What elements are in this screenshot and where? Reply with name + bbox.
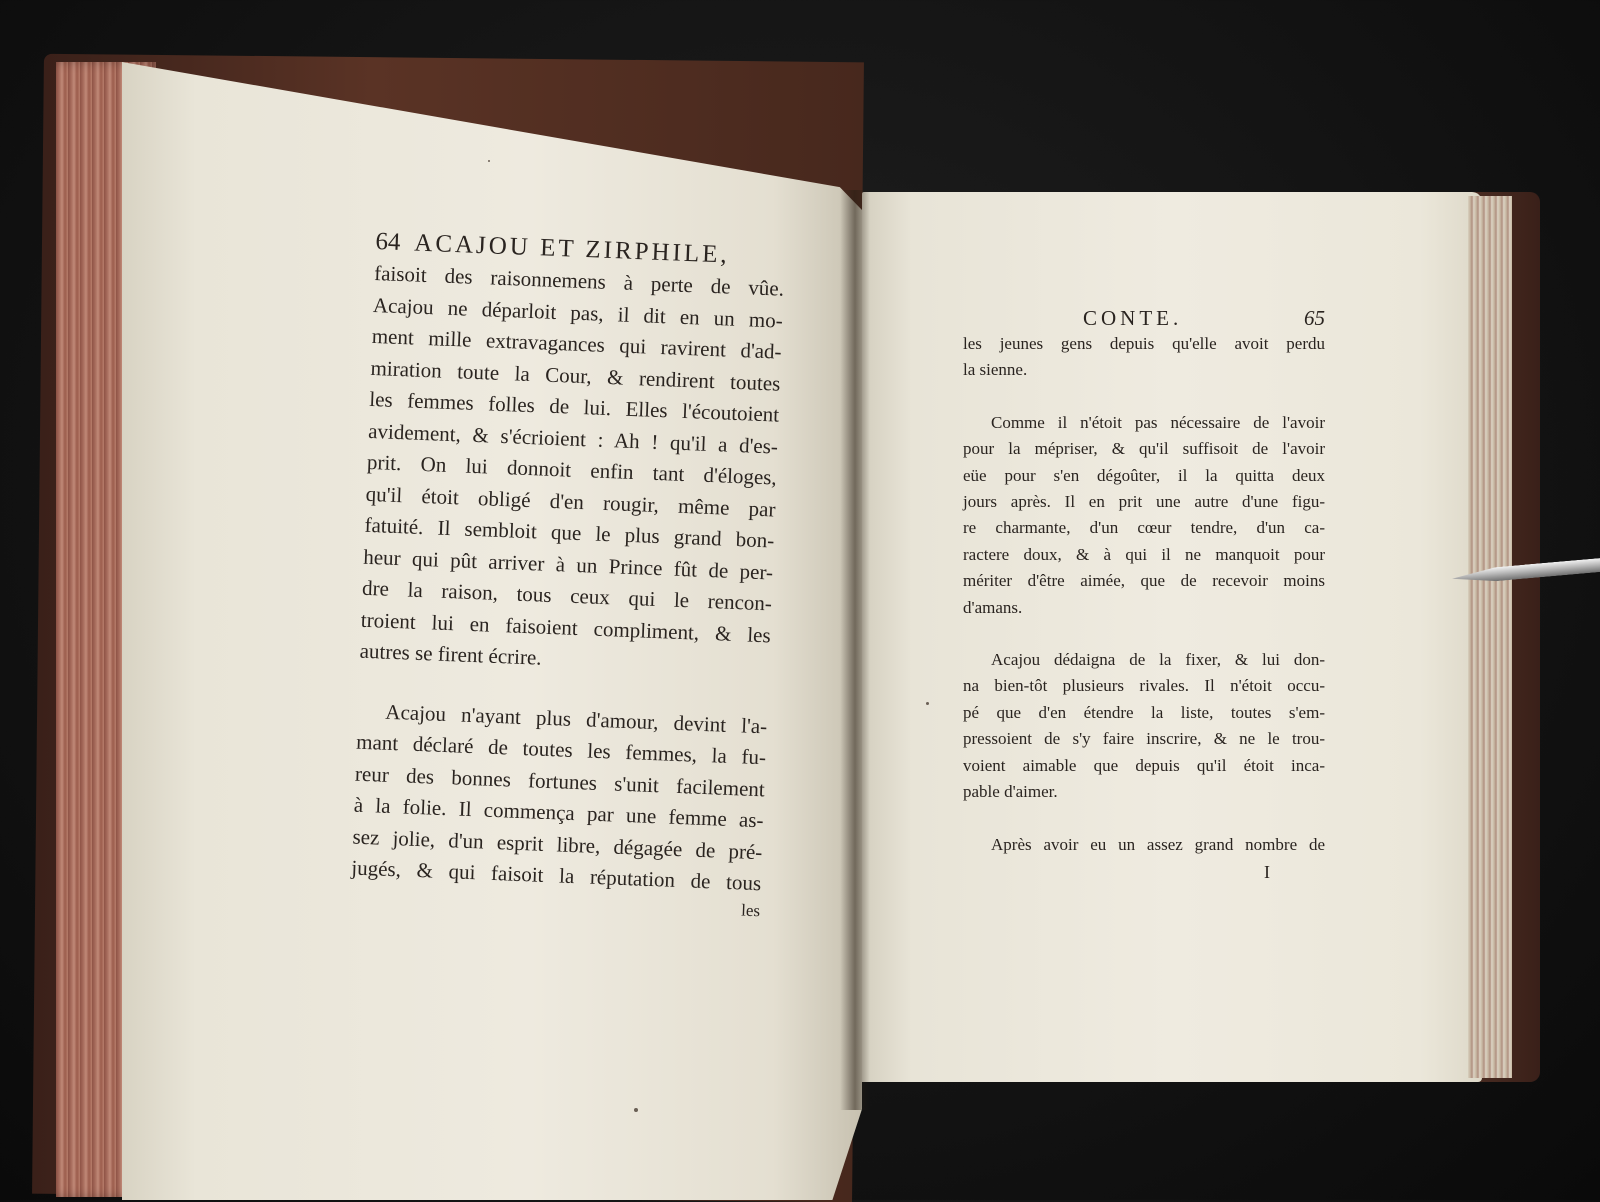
text-line: qu'il étoit obligé d'en rougir, même par [365,481,776,522]
left-page-text [350,228,786,922]
text-line: troient lui en faisoient compliment, & les [360,607,772,647]
right-paragraph-4 [963,832,1325,858]
text-line: d'amans. [963,597,1023,617]
text-line: fatuité. Il sembloit que le plus grand bon- [364,512,775,553]
text-line: heur qui pût arriver à un Prince fût de per- [362,544,774,584]
text-line: ractere doux, & à qui il ne manquoit pour [963,544,1325,564]
text-line: pé que d'en étendre la liste, toutes s'em- [963,702,1325,722]
text-line: mériter d'être aimée, que de recevoir moins [963,571,1325,591]
text-line: pour la mépriser, & qu'il suffisoit de l'avoir [963,439,1325,459]
text-line: reur des bonnes fortunes s'unit facilement [354,761,766,801]
text-line: na bien-tôt plusieurs rivales. Il n'étoit occu- [963,676,1325,696]
text-line: re charmante, d'un cœur tendre, d'un ca- [963,518,1325,538]
text-line: Acajou n'ayant plus d'amour, devint l'a- [384,699,768,738]
text-line: voient aimable que depuis qu'il étoit inca- [963,755,1325,775]
text-line: dre la raison, tous ceux qui le rencon- [361,575,773,616]
left-running-title: ACAJOU ET ZIRPHILE, [413,229,731,269]
paper-speck [488,160,490,162]
text-line: la sienne. [963,360,1028,380]
text-line: autres se firent écrire. [359,638,542,670]
right-paragraph-2 [963,410,1325,621]
paper-speck [634,1108,638,1112]
text-line: eüe pour s'en dégoûter, il la quitta deux [963,465,1325,485]
text-line: pable d'aimer. [963,782,1058,802]
right-running-title: CONTE. [1083,306,1183,330]
text-line: Acajou ne déparloit pas, il dit en un mo- [372,292,784,333]
text-line: les jeunes gens depuis qu'elle avoit perdu [963,334,1325,353]
book-gutter [840,190,870,1110]
text-line: jugés, & qui faisoit la réputation de tous [350,855,762,896]
text-line: à la folie. Il commença par une femme as- [353,792,765,833]
text-line: Acajou dédaigna de la fixer, & lui don- [991,650,1325,670]
text-line: miration toute la Cour, & rendirent toutes [370,355,781,396]
left-page-number: 64 [374,228,401,256]
left-catchword: les [740,900,761,920]
text-line: sez jolie, d'un esprit libre, dégagée de pré- [352,824,763,864]
text-line: jours après. Il en prit une autre d'une figu- [963,492,1325,512]
left-paragraph-2 [351,695,768,900]
text-line: pressoient de s'y faire inscrire, & ne le trou- [963,729,1325,749]
left-paragraph-1 [359,258,784,683]
text-line: Après avoir eu un assez grand nombre de [991,834,1325,854]
right-page-text [963,306,1325,883]
paper-speck [926,702,929,705]
text-line: faisoit des raisonnemens à perte de vûe. [373,260,785,301]
right-page-header [963,306,1325,331]
right-page-number: 65 [1304,306,1325,330]
right-page-edges [1468,196,1512,1078]
text-line: prit. On lui donnoit enfin tant d'éloges, [366,449,778,490]
text-line: mant déclaré de toutes les femmes, la fu- [355,729,767,770]
text-line: ment mille extravagances qui ravirent d'ad- [371,323,783,364]
right-paragraph-3 [963,647,1325,805]
text-line: Comme il n'étoit pas nécessaire de l'avoir [991,412,1325,432]
text-line: les femmes folles de lui. Elles l'écoutoient [368,386,780,427]
text-line: avidement, & s'écrioient : Ah ! qu'il a d'es- [367,418,779,459]
right-paragraph-1 [963,331,1325,384]
signature-mark: I [1264,861,1270,882]
